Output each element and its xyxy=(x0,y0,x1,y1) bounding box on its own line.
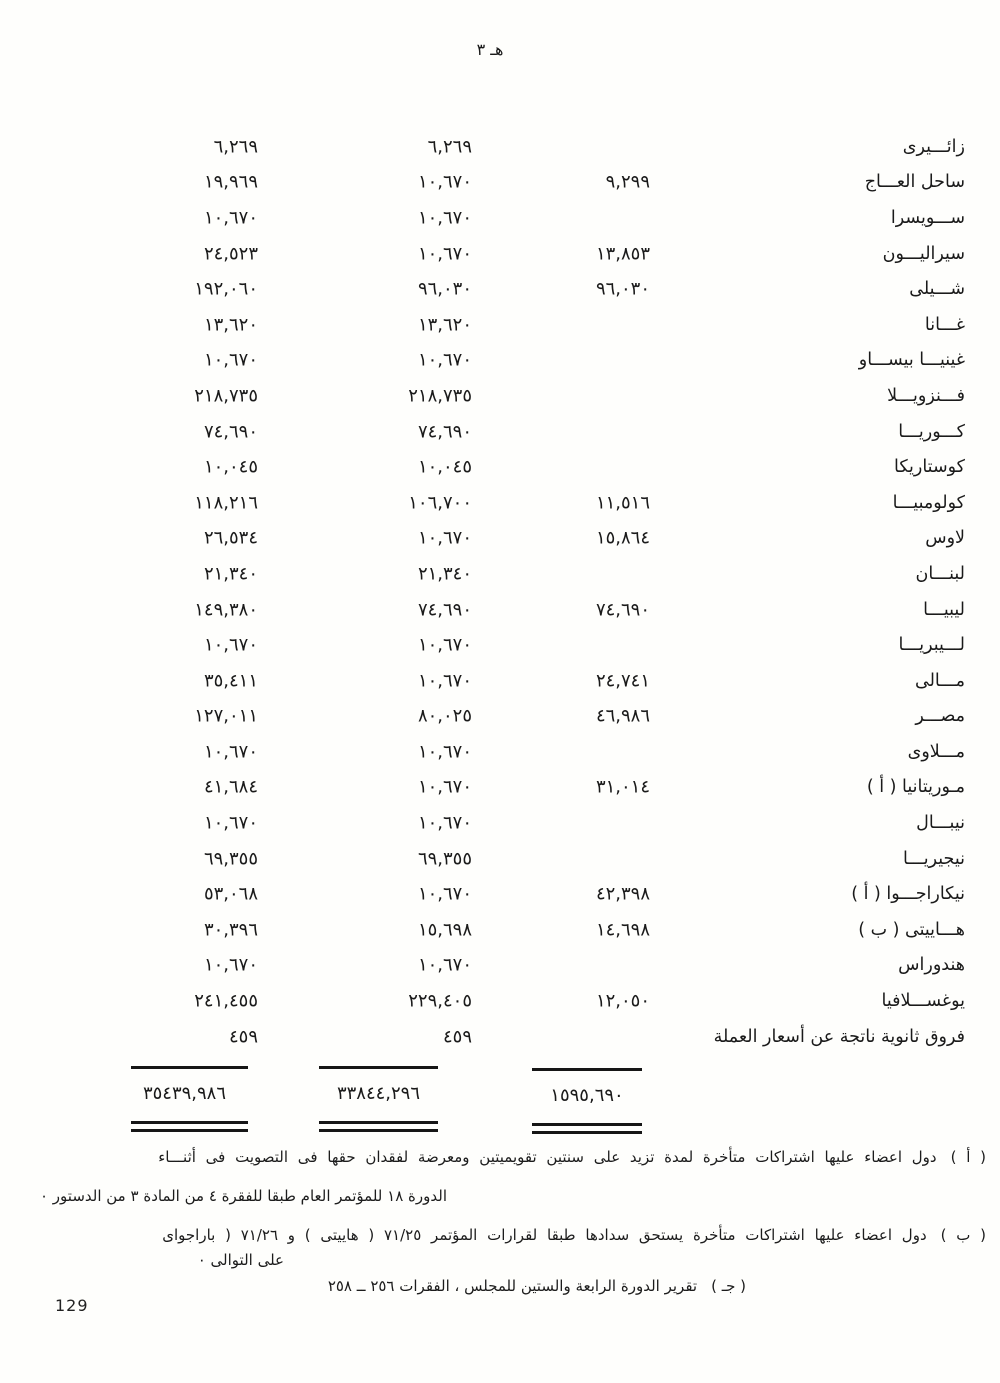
table-row xyxy=(0,983,1000,1019)
table-row xyxy=(0,200,1000,236)
table-row xyxy=(0,699,1000,735)
table-row xyxy=(0,592,1000,628)
total-value: ٣٥,٤١١ xyxy=(203,670,258,692)
total-value: ١٩٢,٠٦٠ xyxy=(194,278,258,300)
country-label: كولومبيـــا xyxy=(892,492,965,513)
table-row xyxy=(0,165,1000,201)
column2-value: ١٠,٦٧٠ xyxy=(417,812,472,834)
page-header-mark: هـ ٣ xyxy=(476,40,504,59)
total-value: ٧٤,٦٩٠ xyxy=(203,421,258,443)
column1-value: ٤٦,٩٨٦ xyxy=(595,705,650,727)
table-row xyxy=(0,129,1000,165)
total-value: ١٠,٠٤٥ xyxy=(203,456,258,478)
table-row xyxy=(0,307,1000,343)
table-row xyxy=(0,734,1000,770)
country-label: نيجيريـــا xyxy=(903,848,965,869)
column1-total-value: ١٥٩٥,٦٩٠ xyxy=(550,1085,624,1106)
footnote-b-line2: على التوالى ٠ xyxy=(197,1251,284,1269)
total-value: ٥٣,٠٦٨ xyxy=(203,883,258,905)
column1-value: ١٣,٨٥٣ xyxy=(595,243,650,265)
column2-value: ٦,٢٦٩ xyxy=(427,136,472,158)
total-underline-left xyxy=(131,1121,248,1132)
table-row xyxy=(0,841,1000,877)
column2-value: ١٠٦,٧٠٠ xyxy=(408,492,472,514)
total-value: ١٠,٦٧٠ xyxy=(203,634,258,656)
country-label: لاوس xyxy=(925,528,965,549)
total-value: ١٠,٦٧٠ xyxy=(203,812,258,834)
column2-value: ٧٤,٦٩٠ xyxy=(417,421,472,443)
total-value: ١٣,٦٢٠ xyxy=(203,314,258,336)
grand-total-value: ٣٥٤٣٩,٩٨٦ xyxy=(142,1083,227,1104)
column1-value: ٩٦,٠٣٠ xyxy=(595,278,650,300)
country-label: شـــيلى xyxy=(909,279,965,300)
total-value: ٤١,٦٨٤ xyxy=(203,776,258,798)
total-value: ٢١,٣٤٠ xyxy=(203,563,258,585)
country-label: هـــاييتى ( ب ) xyxy=(858,919,965,940)
column2-value: ١٣,٦٢٠ xyxy=(417,314,472,336)
country-label: لـــيبريـــا xyxy=(898,635,965,656)
column2-value: ٩٦,٠٣٠ xyxy=(417,278,472,300)
country-label: مصـــر xyxy=(915,706,965,727)
country-label: ســـويسرا xyxy=(890,207,965,228)
column2-value: ٢١,٣٤٠ xyxy=(417,563,472,585)
footnote-b-line1 xyxy=(162,1226,986,1244)
column2-value: ١٠,٦٧٠ xyxy=(417,776,472,798)
column2-value: ١٠,٦٧٠ xyxy=(417,634,472,656)
footnote-c-line xyxy=(328,1277,746,1295)
total-value: ١١٨,٢١٦ xyxy=(194,492,258,514)
total-value: ٢٤١,٤٥٥ xyxy=(194,990,258,1012)
country-label: كـــوريـــا xyxy=(898,421,965,442)
footnote-a-marker: ( أ ) xyxy=(950,1148,986,1166)
total-underline-middle xyxy=(319,1121,438,1132)
country-label: مـــالى xyxy=(914,670,965,691)
column1-value: ٢٤,٧٤١ xyxy=(595,670,650,692)
country-label: نيكاراجـــوا ( أ ) xyxy=(851,884,965,905)
column1-value: ٣١,٠١٤ xyxy=(595,776,650,798)
total-value: ١٠,٦٧٠ xyxy=(203,207,258,229)
total-value: ١٩,٩٦٩ xyxy=(203,171,258,193)
country-label: ليبيـــا xyxy=(923,599,965,620)
table-row xyxy=(0,521,1000,557)
column2-value: ٢١٨,٧٣٥ xyxy=(408,385,472,407)
column1-value: ٤٢,٣٩٨ xyxy=(595,883,650,905)
footnote-a-line1 xyxy=(158,1148,986,1166)
footnote-a-text: دول اعضاء عليها اشتراكات متأخرة لمدة تزيد على سنتين تقويميتين ومعرضة لفقدان حقها فى التصويت فى أثنـــاء xyxy=(158,1148,937,1166)
table-row xyxy=(0,485,1000,521)
total-overline-right xyxy=(532,1068,642,1071)
country-label: مـوريتانيا ( أ ) xyxy=(866,777,965,798)
country-label: كوستاريكا xyxy=(894,457,965,478)
total-overline-left xyxy=(131,1066,248,1069)
table-row xyxy=(0,378,1000,414)
total-value: ٢٦,٥٣٤ xyxy=(203,527,258,549)
total-value: ٢١٨,٧٣٥ xyxy=(194,385,258,407)
total-value: ٦,٢٦٩ xyxy=(213,136,258,158)
table-row xyxy=(0,627,1000,663)
column2-value: ١٠,٦٧٠ xyxy=(417,171,472,193)
contributions-table-body xyxy=(0,129,1000,1054)
column2-value: ١٠,٦٧٠ xyxy=(417,670,472,692)
country-label: فروق ثانوية ناتجة عن أسعار العملة xyxy=(713,1026,965,1047)
total-value: ١٠,٦٧٠ xyxy=(203,349,258,371)
total-value: ١٢٧,٠١١ xyxy=(194,705,258,727)
total-value: ١٤٩,٣٨٠ xyxy=(194,599,258,621)
table-row xyxy=(0,1019,1000,1055)
column2-value: ٧٤,٦٩٠ xyxy=(417,599,472,621)
footnote-a-line2: الدورة ١٨ للمؤتمر العام طبقا للفقرة ٤ من المادة ٣ من الدستور ٠ xyxy=(39,1187,447,1205)
table-row xyxy=(0,236,1000,272)
country-label: مـــلاوى xyxy=(907,741,965,762)
column2-value: ١٠,٦٧٠ xyxy=(417,527,472,549)
table-row xyxy=(0,770,1000,806)
footnote-b-marker: ( ب ) xyxy=(940,1226,986,1244)
total-overline-middle xyxy=(319,1066,438,1069)
total-underline-right xyxy=(532,1123,642,1134)
country-label: نيبـــال xyxy=(916,813,965,834)
country-label: لبنـــان xyxy=(915,563,965,584)
total-value: ٢٤,٥٢٣ xyxy=(203,243,258,265)
footnote-c-text: تقرير الدورة الرابعة والستين للمجلس ، الفقرات ٢٥٦ ــ ٢٥٨ xyxy=(327,1277,698,1295)
total-value: ٣٠,٣٩٦ xyxy=(203,919,258,941)
footnote-c-marker: ( جـ ) xyxy=(711,1277,746,1295)
table-row xyxy=(0,912,1000,948)
column2-value: ٦٩,٣٥٥ xyxy=(417,848,472,870)
column2-value: ١٠,٦٧٠ xyxy=(417,741,472,763)
country-label: زائـــيرى xyxy=(902,136,965,157)
column2-value: ٤٥٩ xyxy=(442,1026,472,1048)
total-value: ١٠,٦٧٠ xyxy=(203,741,258,763)
column2-value: ٢٢٩,٤٠٥ xyxy=(408,990,472,1012)
country-label: ساحل العـــاج xyxy=(864,172,965,193)
table-row xyxy=(0,876,1000,912)
page-number: 129 xyxy=(55,1296,89,1315)
footnote-b-text: دول اعضاء عليها اشتراكات متأخرة يستحق سدادها طبقا لقرارات المؤتمر ٧١/٢٥ ( هاييتى ) و ٧١/٢٦ ( باراجواى xyxy=(162,1226,927,1244)
column1-value: ١١,٥١٦ xyxy=(595,492,650,514)
column2-total-value: ٣٣٨٤٤,٢٩٦ xyxy=(336,1083,421,1104)
column1-value: ١٤,٦٩٨ xyxy=(595,919,650,941)
column2-value: ١٠,٦٧٠ xyxy=(417,349,472,371)
table-row xyxy=(0,805,1000,841)
table-row xyxy=(0,948,1000,984)
country-label: فـــنزويـــلا xyxy=(887,385,965,406)
table-row xyxy=(0,414,1000,450)
country-label: يوغســـلافيا xyxy=(881,991,965,1012)
country-label: غينيـــا بيســـاو xyxy=(858,350,965,371)
column2-value: ١٠,٦٧٠ xyxy=(417,207,472,229)
column2-value: ١٠,٦٧٠ xyxy=(417,883,472,905)
total-value: ١٠,٦٧٠ xyxy=(203,954,258,976)
country-label: هندوراس xyxy=(898,955,965,976)
column2-value: ١٠,٠٤٥ xyxy=(417,456,472,478)
country-label: سيراليـــون xyxy=(882,243,965,264)
column2-value: ١٠,٦٧٠ xyxy=(417,954,472,976)
table-row xyxy=(0,663,1000,699)
column1-value: ٩,٢٩٩ xyxy=(605,171,650,193)
table-row xyxy=(0,271,1000,307)
column1-value: ١٢,٠٥٠ xyxy=(595,990,650,1012)
total-value: ٦٩,٣٥٥ xyxy=(203,848,258,870)
total-value: ٤٥٩ xyxy=(228,1026,258,1048)
column2-value: ٨٠,٠٢٥ xyxy=(417,705,472,727)
column2-value: ١٥,٦٩٨ xyxy=(417,919,472,941)
column1-value: ١٥,٨٦٤ xyxy=(595,527,650,549)
table-row xyxy=(0,556,1000,592)
table-row xyxy=(0,343,1000,379)
column1-value: ٧٤,٦٩٠ xyxy=(595,599,650,621)
country-label: غـــانا xyxy=(924,314,965,335)
column2-value: ١٠,٦٧٠ xyxy=(417,243,472,265)
table-row xyxy=(0,449,1000,485)
